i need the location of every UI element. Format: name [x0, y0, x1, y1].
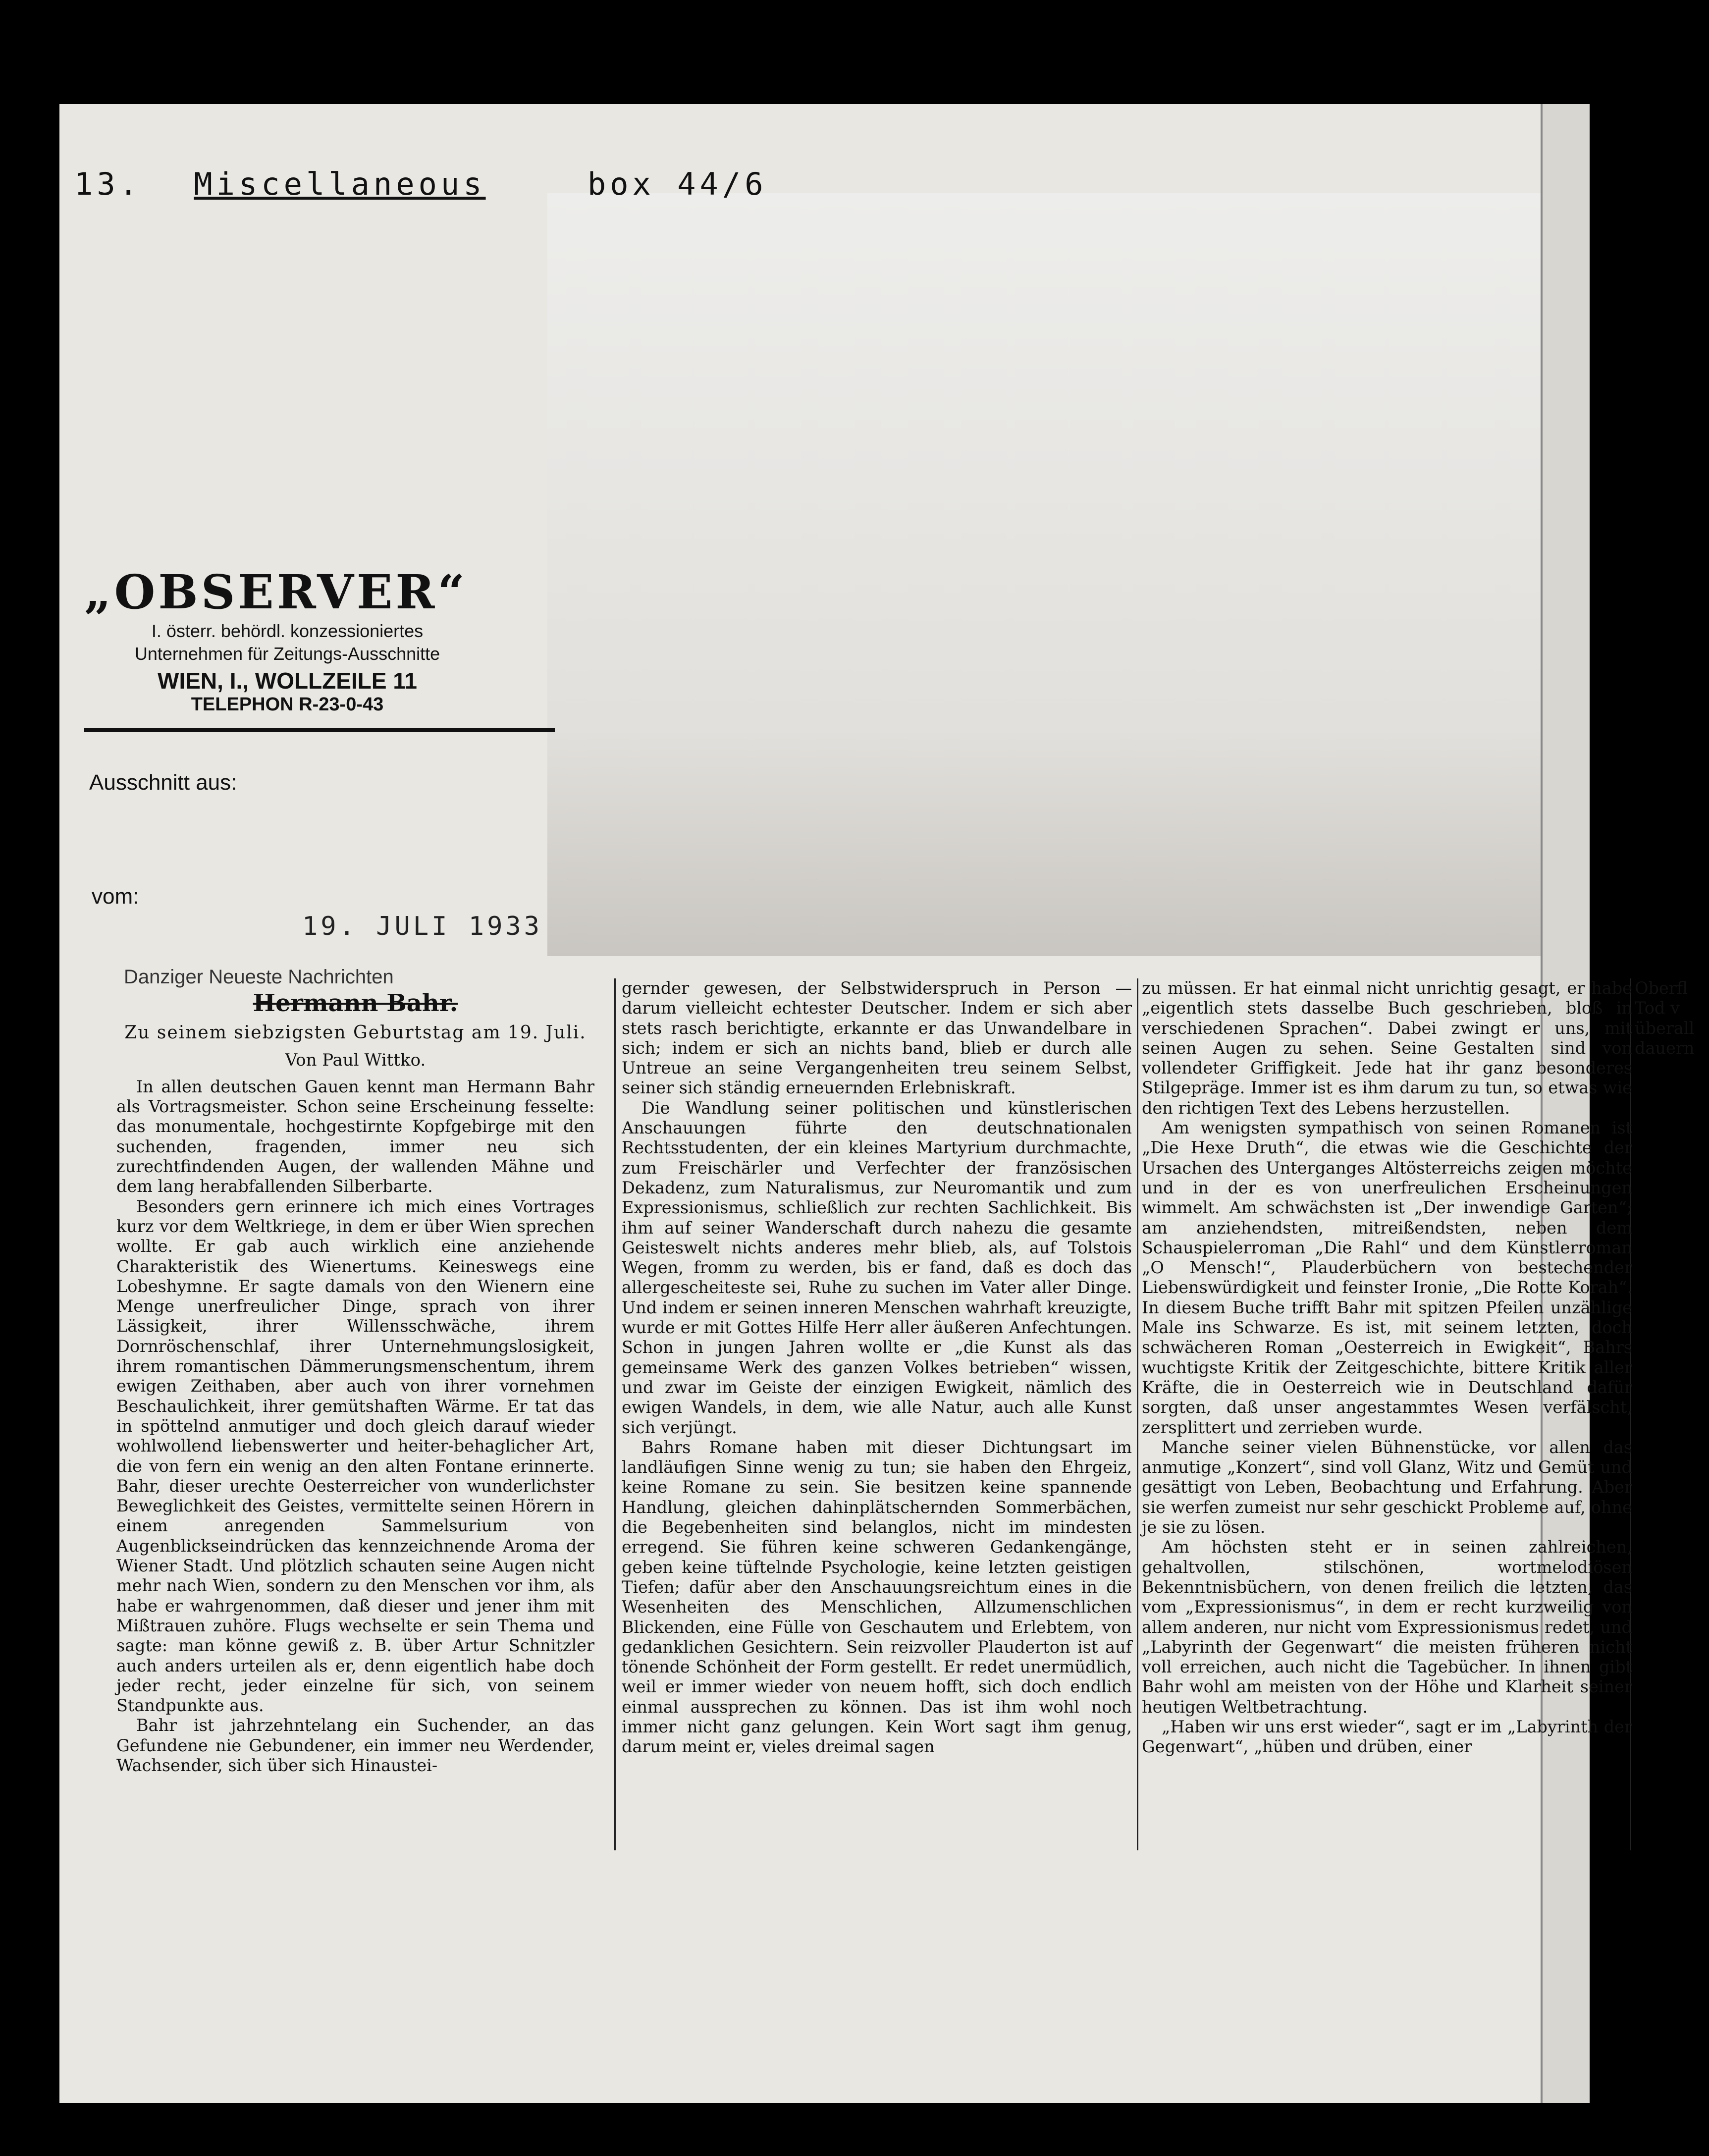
paragraph: Die Wandlung seiner politischen und künstlerischen Anschauungen führte den deutschnationalen Rechtsstudenten, der ein kleines Martyrium durchmachte, zum Freischärler und Verfechter der französischen Dekadenz, zum Naturalismus, zur Neuromantik und zum Expressionismus, schließlich zur rechten Sachlichkeit. Bis ihm auf seiner Wanderschaft durch nahezu die gesamte Geisteswelt nichts anderes mehr blieb, als, auf Tolstois Wegen, fromm zu werden, bis er fand, daß es doch das allergescheiteste sei, Ruhe zu suchen im Vater aller Dinge. Und indem er seinen inneren Menschen wahrhaft kreuzigte, wurde er mit Gottes Hilfe Herr aller äußeren Anfechtungen. Schon in jungen Jahren wollte er „die Kunst als das gemeinsame Werk des ganzen Volkes betrieben“ wissen, und zwar im Geiste der einzigen Ewigkeit, nämlich des ewigen Wandels, in dem, wie alle Natur, auch alle Kunst sich verjüngt. — [622, 1098, 1132, 1437]
stamp-address: WIEN, I., WOLLZEILE 11 — [158, 668, 417, 694]
newspaper-clipping — [74, 978, 1695, 1870]
archive-number: 13. — [74, 166, 142, 202]
observer-stamp — [84, 565, 545, 788]
fragment-line: Oberfl — [1635, 978, 1688, 998]
source-newspaper: Danziger Neueste Nachrichten — [124, 966, 394, 988]
article-title: Hermann Bahr. — [253, 989, 458, 1017]
column-rule — [1137, 978, 1138, 1850]
paragraph: Bahrs Romane haben mit dieser Dichtungsart im landläufigen Sinne wenig zu tun; sie haben den Ehrgeiz, keine Romane zu sein. Sie besitzen keine spannende Handlung, gleichen dahinplätschernden Sommerbächen, die Begebenheiten sind belanglos, nicht im mindesten erregend. Sie führen keine schweren Gedankengänge, geben keine tüftelnde Psychologie, keine letzten geistigen Tiefen; dafür aber den Anschauungsreichtum eines in die Wesenheiten des Menschlichen, Allzumenschlichen Blickenden, eine Fülle von Geschautem und Erlebtem, von gedanklichen Gesichtern. Sein reizvoller Plauderton ist auf tönende Schönheit der Form gestellt. Er redet unermüdlich, weil er immer wieder von neuem hofft, sich doch endlich einmal aussprechen zu können. Das ist ihm wohl noch immer nicht ganz gelungen. Kein Wort sagt ihm genug, darum meint er, vieles dreimal sagen — [622, 1437, 1132, 1757]
mount-board — [547, 193, 1588, 956]
paragraph: Besonders gern erinnere ich mich eines Vortrages kurz vor dem Weltkriege, in dem er über Wien sprechen wollte. Er gab auch wirklich eine anziehende Charakteristik des Wienertums. Keineswegs eine Lobeshymne. Er sagte damals von den Wienern eine Menge unerfreulicher Dinge, sprach von ihrer Lässigkeit, ihrer Willensschwäche, ihrem Dornröschenschlaf, ihrer Unternehmungslosigkeit, ihrem romantischen Dämmerungsmenschentum, ihrem ewigen Zeithaben, aber auch von ihrer vornehmen Beschaulichkeit, ihrer gemütshaften Wärme. Er tat das in spöttelnd anmutiger und doch gleich darauf wieder wohlwollend liebenswerter und heiter-behaglicher Art, die von fern ein wenig an den alten Fontane erinnerte. Bahr, dieser urechte Oesterreicher von wunderlichster Beweglichkeit des Geistes, vermittelte seinen Hörern in einem anregenden Sammelsurium von Augenblickseindrücken das kennzeichnende Aroma der Wiener Stadt. Und plötzlich schauten seine Augen nicht mehr nach Wien, sondern zu den Menschen vor ihm, als habe er wahrgenommen, daß dieser und jener ihm mit Mißtrauen zuhöre. Flugs wechselte er sein Thema und sagte: man könne gewiß z. B. über Artur Schnitzler auch anders urteilen als er, denn eigentlich habe doch jeder recht, jeder einzelne für sich, von seinem Standpunkte aus. — [116, 1196, 594, 1716]
clip-from-label: Ausschnitt aus: — [89, 770, 237, 795]
article-subtitle: Zu seinem siebzigsten Geburtstag am 19. Juli. — [124, 1023, 587, 1043]
paragraph: Bahr ist jahrzehntelang ein Suchender, an das Gefundene nie Gebundener, ein immer neu Werdender, Wachsender, sich über sich Hinaustei- — [116, 1716, 594, 1775]
archive-box: box 44/6 — [587, 166, 767, 202]
archive-header — [74, 166, 767, 202]
article-column-1 — [116, 988, 594, 1776]
stamp-telephone: TELEPHON R-23-0-43 — [191, 694, 384, 715]
archive-category: Miscellaneous — [194, 166, 486, 202]
stamp-line-2: Unternehmen für Zeitungs-Ausschnitte — [134, 644, 440, 664]
paragraph: zu müssen. Er hat einmal nicht unrichtig gesagt, er habe „eigentlich stets dasselbe Buch geschrieben, bloß in verschiedenen Sprachen“. Dabei zwingt er uns, mit seinen Augen zu sehen. Seine Gestalten sind von vollendeter Griffigkeit. Jede hat ihr ganz besonderes Stilgepräge. Immer ist es ihm darum zu tun, so etwas wie den richtigen Text des Lebens herzustellen. — [1142, 978, 1632, 1118]
paragraph: Am höchsten steht er in seinen zahlreichen, gehaltvollen, stilschönen, wortmelodiösen Bekenntnisbüchern, von denen freilich die letzten, das vom „Expressionismus“, in dem er recht kurzweilig von allem anderen, nur nicht vom Expressionismus redet, und „Labyrinth der Gegenwart“ die meisten früheren nicht voll erreichen, auch nicht die Tagebücher. In ihnen gibt Bahr wohl am meisten von der Höhe und Klarheit seiner heutigen Weltbetrachtung. — [1142, 1537, 1632, 1717]
fragment-line: Tod v — [1635, 998, 1680, 1018]
article-column-2 — [622, 978, 1132, 1757]
clip-date-stamp: 19. JULI 1933 — [302, 912, 542, 941]
stamp-rule — [84, 728, 555, 732]
paragraph: „Haben wir uns erst wieder“, sagt er im „Labyrinth der Gegenwart“, „hüben und drüben, einer — [1142, 1717, 1632, 1757]
article-byline: Von Paul Wittko. — [285, 1050, 426, 1070]
date-label: vom: — [92, 884, 139, 909]
fragment-line: überall — [1635, 1018, 1695, 1038]
stamp-brand: „OBSERVER“ — [84, 565, 468, 620]
fragment-line: dauern — [1635, 1038, 1695, 1058]
article-column-4-fragment — [1635, 978, 1709, 1058]
paragraph: In allen deutschen Gauen kennt man Hermann Bahr als Vortragsmeister. Schon seine Erscheinung fesselte: das monumentale, hochgestirnte Kopfgebirge mit den suchenden, fragenden, immer neu sich zurechtfindenden Augen, der wallenden Mähne und dem lang herabfallenden Silberbarte. — [116, 1077, 594, 1196]
paragraph: Manche seiner vielen Bühnenstücke, vor allen das anmutige „Konzert“, sind voll Glanz, Witz und Gemüt und gesättigt von Leben, Beobachtung und Erfahrung. Aber sie werfen zumeist nur sehr geschickt Probleme auf, ohne je sie zu lösen. — [1142, 1437, 1632, 1537]
paragraph: Am wenigsten sympathisch von seinen Romanen ist „Die Hexe Druth“, die etwas wie die Geschichte der Ursachen des Unterganges Altösterreichs zeigen möchte und in der es von unerfreulichen Erscheinungen wimmelt. Am schwächsten ist „Der inwendige Garten“; am anziehendsten, mitreißendsten, neben dem Schauspielerroman „Die Rahl“ und dem Künstlerroman „O Mensch!“, Plauderbüchern von bestechender Liebenswürdigkeit und feinster Ironie, „Die Rotte Korah“. In diesem Buche trifft Bahr mit spitzen Pfeilen unzählige Male ins Schwarze. Es ist, mit seinem letzten, doch schwächeren Roman „Oesterreich in Ewigkeit“, Bahrs wuchtigste Kritik der Zeitgeschichte, bittere Kritik aller Kräfte, die in Oesterreich wie in Deutschland dafür sorgten, daß unser angestammtes Wesen verfälscht, zersplittert und zerrieben wurde. — [1142, 1118, 1632, 1437]
stamp-line-1: I. österr. behördl. konzessioniertes — [151, 621, 424, 641]
article-column-3 — [1142, 978, 1632, 1757]
column-rule — [614, 978, 616, 1850]
paragraph: gernder gewesen, der Selbstwiderspruch in Person — darum vielleicht echtester Deutscher. Indem er sich aber stets rasch berichtigte, erkannte er das Unwandelbare in sich; indem er sich an nichts band, blieb er durch alle Untreue an seine Vergangenheiten treu seinem Selbst, seiner sich ständig erneuernden Erlebniskraft. — [622, 978, 1132, 1098]
